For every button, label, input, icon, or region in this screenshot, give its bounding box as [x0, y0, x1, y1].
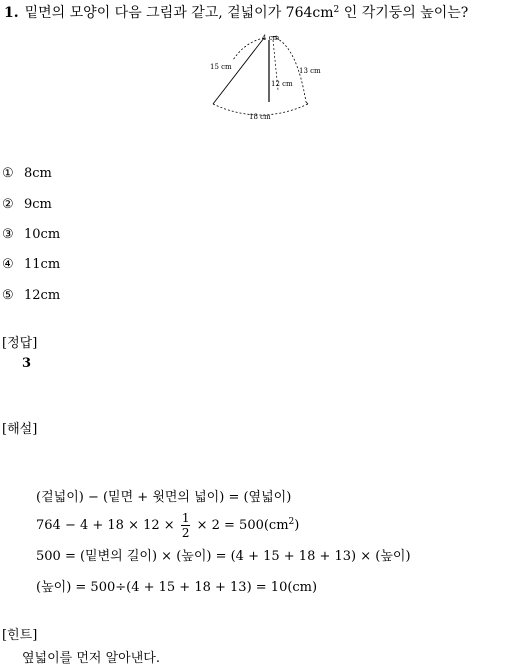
label-right: 13 cm [299, 67, 321, 75]
top-left-arc [233, 38, 264, 60]
choice-text: 9cm [24, 197, 52, 212]
explanation-line-1: (겉넓이) − (밑면 + 윗면의 넓이) = (옆넓이) [36, 490, 292, 505]
choice-5[interactable] [2, 288, 60, 303]
fraction-denominator: 2 [181, 526, 190, 540]
fraction-numerator: 1 [181, 511, 190, 525]
question-text [4, 2, 468, 22]
question-body: 밑면의 모양이 다음 그림과 같고, 겉넓이가 764cm [24, 5, 334, 21]
question-number: 1. [4, 5, 19, 21]
label-top: 4 cm [262, 34, 280, 42]
choice-mark: ⑤ [2, 288, 14, 303]
explanation-line-2 [36, 512, 299, 539]
choice-2[interactable] [2, 197, 52, 212]
line2-before: 764 − 4 + 18 × 12 × [36, 518, 175, 533]
choice-mark: ① [2, 166, 14, 181]
choice-1[interactable] [2, 166, 52, 181]
fraction-one-half [181, 512, 191, 539]
trapezoid-diagram [205, 30, 335, 122]
explanation-line-3: 500 = (밑변의 길이) × (높이) = (4 + 15 + 18 + 13) × (높이) [36, 549, 411, 564]
choice-mark: ③ [2, 227, 14, 242]
answer-label: [정답] [2, 336, 38, 351]
choice-4[interactable] [2, 257, 60, 272]
right-corner [306, 102, 308, 104]
choice-3[interactable] [2, 227, 60, 242]
line2-superscript: 2 [288, 517, 295, 527]
choice-text: 8cm [24, 166, 52, 181]
explanation-line-4: (높이) = 500÷(4 + 15 + 18 + 13) = 10(cm) [36, 580, 318, 595]
choice-text: 10cm [24, 227, 61, 242]
trapezoid-figure [205, 30, 335, 122]
label-height: 12 cm [271, 80, 293, 88]
choice-mark: ② [2, 197, 14, 212]
line2-end: ) [294, 518, 300, 533]
choice-mark: ④ [2, 257, 14, 272]
left-side [213, 38, 264, 104]
choice-text: 12cm [24, 288, 61, 303]
answer-value: 3 [22, 356, 32, 371]
hint-label: [힌트] [2, 628, 38, 643]
hint-text: 옆넓이를 먼저 알아낸다. [22, 651, 160, 666]
label-bottom: 18 cm [249, 113, 271, 121]
question-body-end: 인 각기둥의 높이는? [339, 5, 469, 21]
label-left: 15 cm [210, 63, 232, 71]
line2-after: × 2 = 500(cm [196, 518, 289, 533]
explanation-label: [해설] [2, 422, 38, 437]
question-superscript: 2 [333, 5, 340, 15]
choice-text: 11cm [24, 257, 61, 272]
